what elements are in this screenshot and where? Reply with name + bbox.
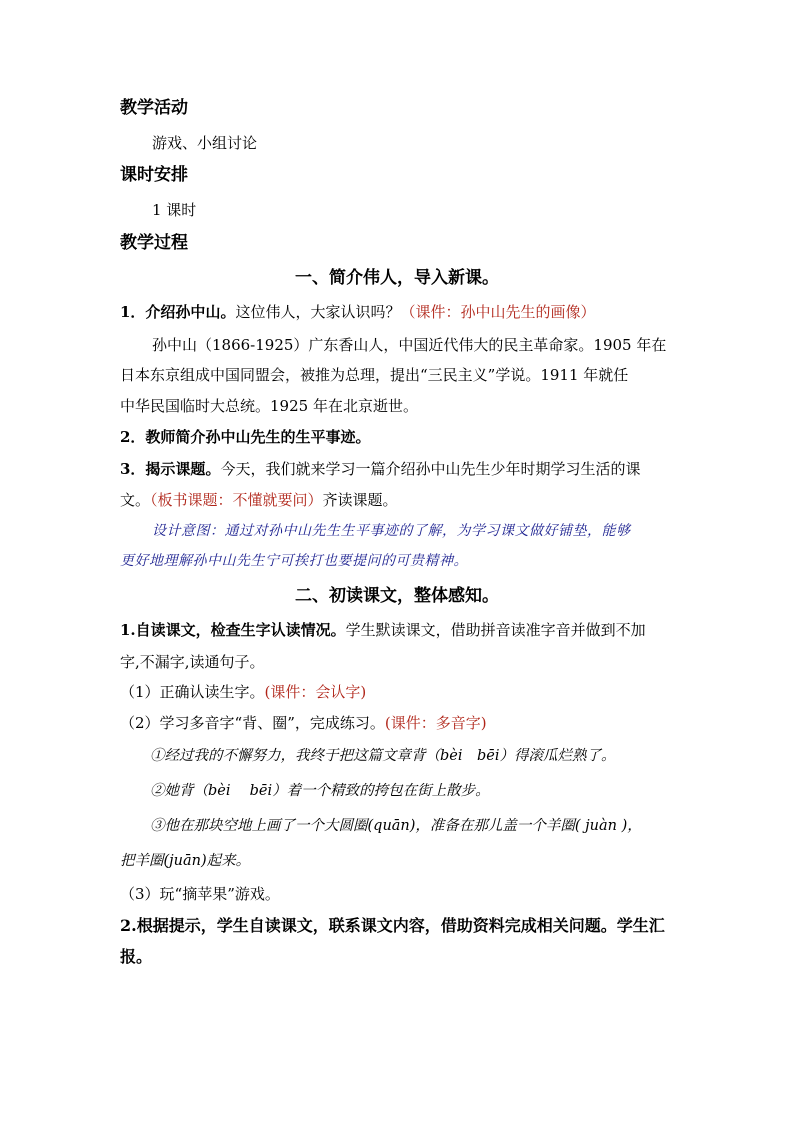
part1-item3-heading: 3．揭示课题。	[120, 460, 221, 478]
section-heading-process: 教学过程	[120, 233, 188, 253]
courseware-note: (课件：多音字)	[384, 714, 487, 732]
part2-item1-heading: 1.自读课文，检查生字认读情况。	[120, 621, 346, 639]
exercise-3-line-1: ③他在那块空地上画了一个大圆圈(quān)，准备在那儿盖一个羊圈( juàn )，	[150, 818, 642, 834]
part1-item3-line2-start: 文。	[120, 491, 151, 509]
courseware-note: （课件：孙中山先生的画像）	[400, 303, 596, 321]
courseware-note: (课件：会认字)	[264, 683, 367, 701]
part2-sub1-text: （1）正确认读生字。	[120, 683, 265, 701]
part2-sub2	[120, 712, 487, 734]
part2-item2-line-2: 报。	[120, 947, 153, 966]
part2-sub3: （3）玩“摘苹果”游戏。	[120, 885, 280, 903]
part2-sub1	[120, 681, 366, 703]
design-intent-line-2: 更好地理解孙中山先生宁可挨打也要提问的可贵精神。	[120, 553, 468, 569]
section-heading-schedule: 课时安排	[120, 165, 188, 185]
part2-item1-line2: 字,不漏字,读通句子。	[120, 653, 265, 671]
part2-item1-text: 学生默读课文，借助拼音读准字音并做到不加	[345, 621, 646, 639]
part2-item2-line-1: 2.根据提示，学生自读课文，联系课文内容，借助资料完成相关问题。学生汇	[120, 916, 665, 935]
section-heading-activity: 教学活动	[120, 98, 188, 118]
part1-item1-text: 这位伟人，大家认识吗？	[235, 303, 401, 321]
design-intent-line-1: 设计意图：通过对孙中山先生生平事迹的了解，为学习课文做好铺垫，能够	[152, 523, 631, 539]
activity-text: 游戏、小组讨论	[152, 134, 258, 152]
blackboard-note: （板书课题：不懂就要问）	[150, 491, 323, 509]
part1-item3	[120, 458, 640, 480]
part1-item2: 2．教师简介孙中山先生的生平事迹。	[120, 428, 371, 446]
part1-item1-heading: 1．介绍孙中山。	[120, 303, 236, 321]
part1-item1	[120, 301, 595, 323]
exercise-2: ②她背（bèi bēi）着一个精致的挎包在街上散步。	[150, 783, 490, 799]
part2-item1	[120, 619, 646, 641]
part1-item3-line2	[120, 489, 398, 511]
bio-line-2: 日本东京组成中国同盟会，被推为总理，提出“三民主义”学说。1911 年就任	[120, 366, 629, 384]
bio-line-1: 孙中山（1866-1925）广东香山人，中国近代伟大的民主革命家。1905 年在	[152, 336, 667, 354]
part2-title: 二、初读课文，整体感知。	[295, 586, 499, 606]
exercise-3-line-2: 把羊圈(juān)起来。	[120, 853, 251, 869]
exercise-1: ①经过我的不懈努力，我终于把这篇文章背（bèi bēi）得滚瓜烂熟了。	[150, 748, 616, 764]
schedule-text: 1 课时	[152, 201, 197, 219]
part1-item3-line2-end: 齐读课题。	[322, 491, 398, 509]
part2-sub2-text: （2）学习多音字“背、圈”，完成练习。	[120, 714, 385, 732]
part1-title: 一、简介伟人，导入新课。	[295, 268, 499, 288]
bio-line-3: 中华民国临时大总统。1925 年在北京逝世。	[120, 397, 418, 415]
part1-item3-text: 今天，我们就来学习一篇介绍孙中山先生少年时期学习生活的课	[220, 460, 641, 478]
